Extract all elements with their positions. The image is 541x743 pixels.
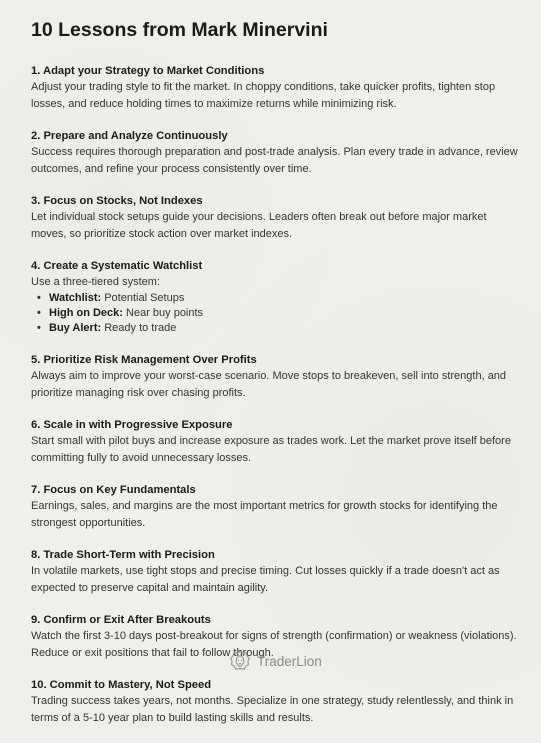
lesson-heading: 6. Scale in with Progressive Exposure: [31, 419, 233, 432]
lesson-heading: 5. Prioritize Risk Management Over Profits: [31, 354, 257, 367]
lesson-body: Use a three-tiered system:: [31, 276, 160, 288]
bullet-icon: •: [37, 291, 41, 304]
lesson-body: Earnings, sales, and margins are the most important metrics for growth stocks for identifying the strongest opportunities.: [31, 500, 498, 529]
lesson-2: [31, 129, 521, 177]
lesson-5: [31, 353, 521, 401]
lesson-6: [31, 418, 521, 466]
tier-description: Potential Setups: [101, 291, 185, 304]
lesson-heading: 7. Focus on Key Fundamentals: [31, 484, 196, 497]
lesson-10: [31, 678, 521, 726]
brand-name: TraderLion: [257, 653, 322, 669]
lesson-body: Start small with pilot buys and increase exposure as trades work. Let the market prove itself before committing fully to avoid unnecessary losses.: [31, 435, 511, 464]
lesson-heading: 4. Create a Systematic Watchlist: [31, 260, 203, 272]
lesson-body: Watch the first 3-10 days post-breakout for signs of strength (confirmation) or weakness (violations). Reduce or exit positions that fail to follow through.: [31, 630, 517, 659]
list-item: [37, 291, 521, 306]
list-item: [37, 306, 521, 321]
lesson-7: [31, 483, 521, 531]
lesson-heading: 8. Trade Short-Term with Precision: [31, 549, 215, 562]
lesson-body: Let individual stock setups guide your decisions. Leaders often break out before major market moves, so prioritize stock action over market indexes.: [31, 211, 487, 240]
lesson-body: Trading success takes years, not months. Specialize in one strategy, study relentlessly, and think in terms of a 5-10 year plan to build lasting skills and results.: [31, 695, 514, 724]
footer-brand: [229, 648, 322, 674]
lion-head-icon: [229, 650, 251, 672]
tier-description: Ready to trade: [101, 322, 177, 335]
lesson-heading: 2. Prepare and Analyze Continuously: [31, 130, 228, 142]
lesson-4: [31, 259, 521, 336]
lesson-body: Always aim to improve your worst-case scenario. Move stops to breakeven, sell into strength, and prioritize managing risk over chasing profits.: [31, 370, 507, 399]
watchlist-tiers: [31, 291, 521, 337]
document-title: 10 Lessons from Mark Minervini: [31, 19, 328, 41]
bullet-icon: •: [37, 306, 41, 319]
tier-term: High on Deck:: [49, 306, 123, 319]
lesson-heading: 3. Focus on Stocks, Not Indexes: [31, 195, 203, 207]
lesson-8: [31, 548, 521, 596]
lesson-3: [31, 194, 521, 242]
lesson-body: Adjust your trading style to fit the market. In choppy conditions, take quicker profits, tighten stop losses, and reduce holding times to maximize returns while minimizing risk.: [31, 81, 496, 110]
lessons-list: [31, 64, 521, 743]
lesson-heading: 9. Confirm or Exit After Breakouts: [31, 614, 211, 627]
lesson-heading: 10. Commit to Mastery, Not Speed: [31, 679, 212, 692]
tier-term: Buy Alert:: [49, 322, 102, 335]
lesson-body: Success requires thorough preparation and post-trade analysis. Plan every trade in advance, review outcomes, and refine your process consistently over time.: [31, 146, 518, 175]
tier-description: Near buy points: [122, 306, 204, 319]
tier-term: Watchlist:: [49, 291, 102, 304]
bullet-icon: •: [37, 322, 41, 335]
lesson-body: In volatile markets, use tight stops and precise timing. Cut losses quickly if a trade doesn't act as expected to preserve capital and maintain agility.: [31, 565, 500, 594]
lesson-1: [31, 64, 521, 112]
lesson-heading: 1. Adapt your Strategy to Market Conditions: [31, 65, 265, 77]
list-item: [37, 321, 521, 336]
